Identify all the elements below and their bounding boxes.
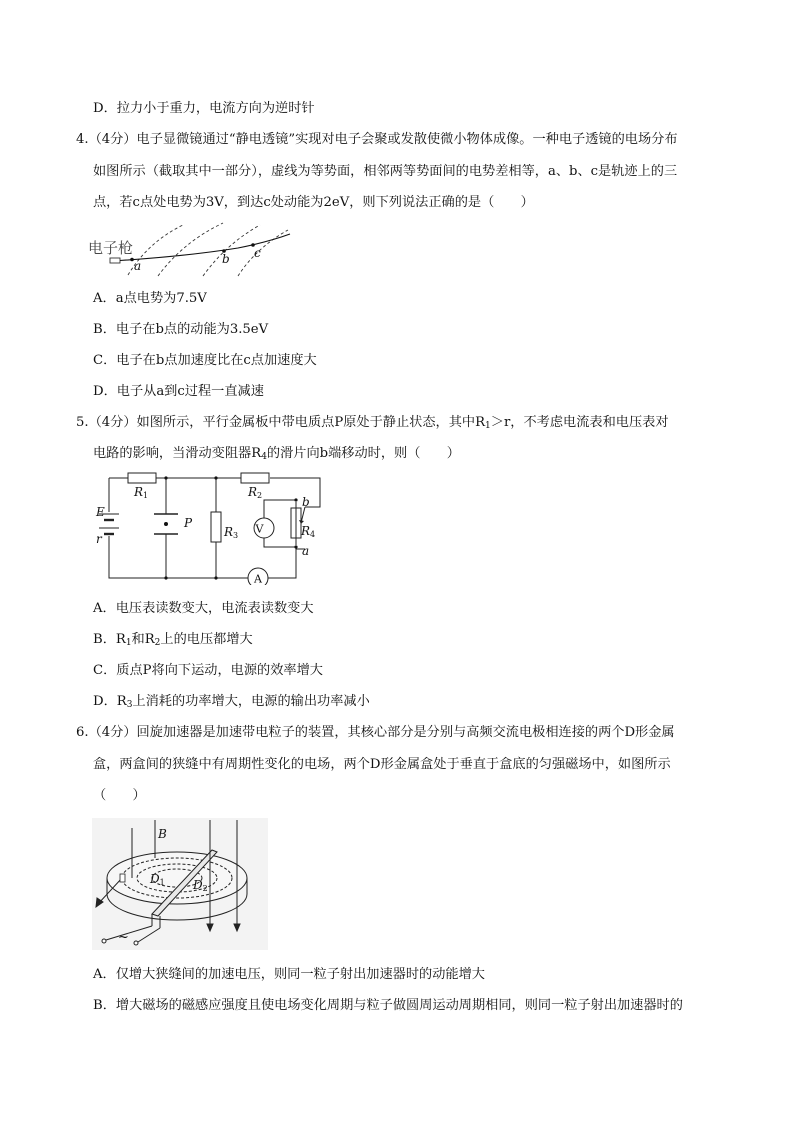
q6-stem-line3: （ ）	[93, 788, 146, 803]
svg-text:R1: R1	[134, 485, 149, 500]
q5-circuit-figure	[88, 470, 338, 585]
q4-stem-line3: 点，若c点处电势为3V，到达c处动能为2eV，则下列说法正确的是（ ）	[93, 195, 534, 210]
q5-label-r1: R	[134, 485, 144, 499]
q5-label-r4: R	[301, 524, 311, 538]
q5-label-b: b	[302, 495, 310, 509]
q5-option-b: B．$R_1$和$R_2$上的电压都增大	[93, 632, 253, 648]
q4-option-a: A．a点电势为7.5V	[93, 291, 207, 306]
q4-stem-line1: 4.（4分）电子显微镜通过“静电透镜”实现对电子会聚或发散使微小物体成像。一种电子透镜的电场分布	[76, 132, 678, 147]
q5-label-r2: R	[248, 485, 258, 499]
q6-ac-source-symbol: ~	[118, 930, 129, 945]
svg-text:R2: R2	[248, 485, 263, 500]
q4-label-b: b	[222, 252, 230, 266]
q6-option-a: A．仅增大狭缝间的加速电压，则同一粒子射出加速器时的动能增大	[93, 967, 485, 982]
q5-label-emf: E	[96, 505, 105, 519]
q4-option-b: B．电子在b点的动能为3.5eV	[93, 322, 269, 337]
q6-label-d2: D	[193, 878, 203, 892]
svg-text:R4: R4	[301, 524, 316, 539]
q6-option-b: B．增大磁场的磁感应强度且使电场变化周期与粒子做圆周运动周期相同，则同一粒子射出加速器时的	[93, 998, 683, 1013]
q5-label-a: a	[302, 544, 310, 558]
q5-label-r3: R	[224, 525, 234, 539]
q5-stem-line2: 电路的影响，当滑动变阻器$R_4$的滑片向b端移动时，则（ ）	[93, 446, 460, 462]
svg-text:D1: D1	[150, 872, 165, 887]
q5-option-c: C．质点P将向下运动，电源的效率增大	[93, 663, 323, 678]
q6-label-d1: D	[150, 872, 160, 886]
q5-label-internal-r: r	[96, 532, 102, 546]
q3-option-d: D．拉力小于重力，电流方向为逆时针	[93, 101, 315, 116]
q5-option-d: D．$R_3$上消耗的功率增大，电源的输出功率减小	[93, 694, 370, 710]
svg-text:D2: D2	[193, 878, 208, 893]
q5-stem-line1: 5.（4分）如图所示，平行金属板中带电质点P原处于静止状态，其中$R_1>r$，不考虑电流表和电压表对	[76, 415, 669, 431]
q5-ammeter-label: A	[254, 572, 262, 585]
q4-label-electron-gun: 电子枪	[88, 239, 134, 257]
q4-option-c: C．电子在b点加速度比在c点加速度大	[93, 353, 317, 368]
q5-label-particle-p: P	[184, 516, 193, 530]
svg-text:R3: R3	[224, 525, 239, 540]
q6-stem-line1: 6.（4分）回旋加速器是加速带电粒子的装置，其核心部分是分别与高频交流电极相连接的两个D形金属	[76, 725, 675, 740]
q4-electron-lens-figure	[88, 220, 298, 280]
q6-stem-line2: 盒，两盒间的狭缝中有周期性变化的电场，两个D形金属盒处于垂直于盒底的匀强磁场中，如图所示	[93, 757, 671, 772]
q5-voltmeter-label: V	[255, 522, 264, 536]
q6-label-b-field: B	[158, 827, 167, 841]
q4-stem-line2: 如图所示（截取其中一部分），虚线为等势面，相邻两等势面间的电势差相等，a、b、c是轨迹上的三	[93, 164, 678, 179]
q4-option-d: D．电子从a到c过程一直减速	[93, 384, 264, 399]
q6-cyclotron-figure	[92, 818, 268, 950]
q5-option-a: A．电压表读数变大，电流表读数变大	[93, 601, 314, 616]
q4-label-c: c	[254, 246, 261, 260]
q4-label-a: a	[134, 259, 142, 273]
